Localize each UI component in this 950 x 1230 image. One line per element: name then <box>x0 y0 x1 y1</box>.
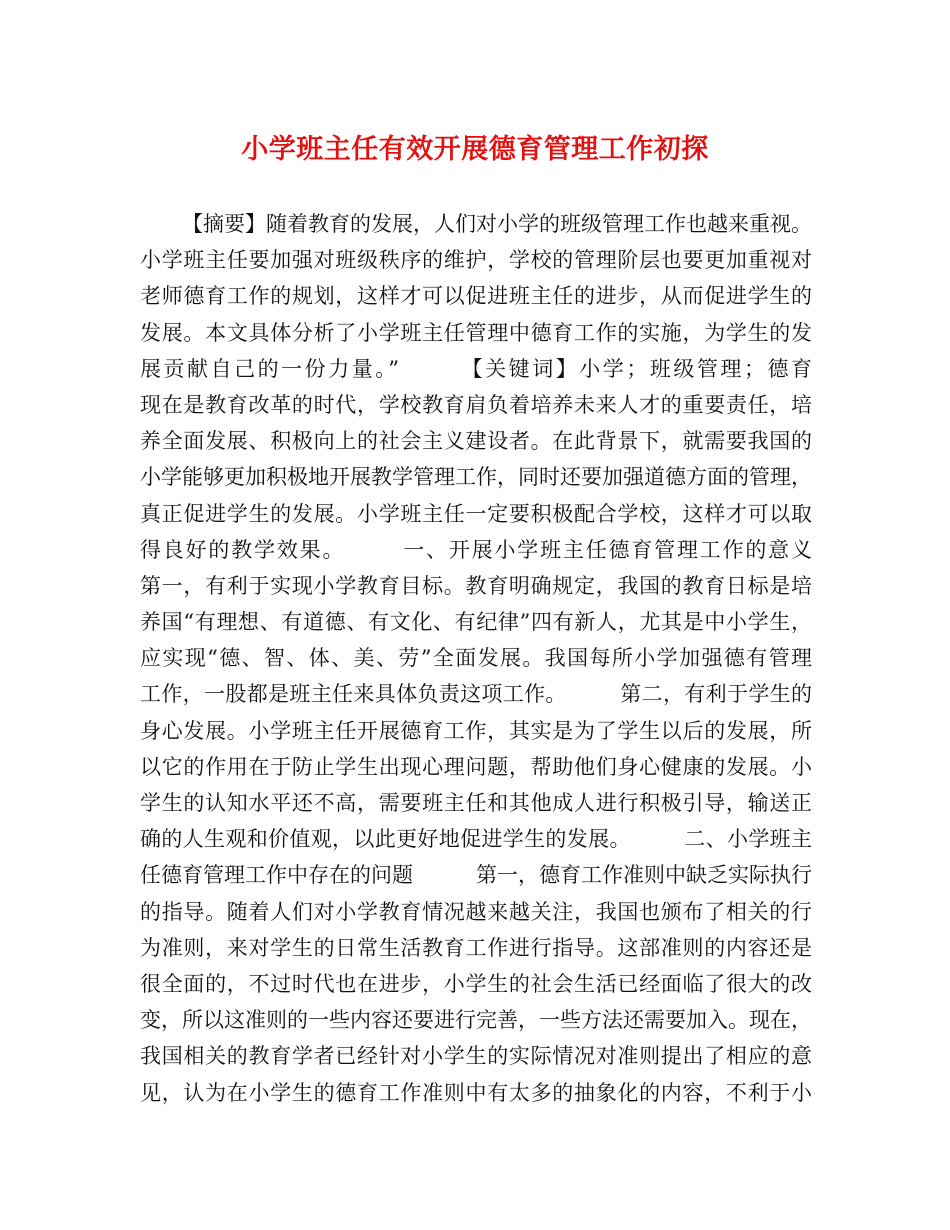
paragraph-line: 身心发展。小学班主任开展德育工作，其实是为了学生以后的发展，所 <box>140 718 812 743</box>
paragraph-line: 任德育管理工作中存在的问题 第一，德育工作准则中缺乏实际执行 <box>140 863 812 888</box>
paragraph-line: 很全面的，不过时代也在进步，小学生的社会生活已经面临了很大的改 <box>140 971 812 996</box>
paragraph-line: 学生的认知水平还不高，需要班主任和其他成人进行积极引导，输送正 <box>140 791 812 815</box>
paragraph-line: 以它的作用在于防止学生出现心理问题，帮助他们身心健康的发展。小 <box>140 754 812 779</box>
paragraph-line: 现在是教育改革的时代，学校教育肩负着培养未来人才的重要责任，培 <box>140 392 812 417</box>
document-title: 小学班主任有效开展德育管理工作初探 <box>241 134 709 165</box>
paragraph-line: 第一，有利于实现小学教育目标。教育明确规定，我国的教育日标是培 <box>140 573 812 598</box>
paragraph-line: 得良好的教学效果。 一、开展小学班主任德育管理工作的意义 <box>140 537 812 562</box>
paragraph-line: 【摘要】随着教育的发展，人们对小学的班级管理工作也越来重视。 <box>182 212 812 236</box>
paragraph-line: 应实现“德、智、体、美、劳”全面发展。我国每所小学加强德有管理 <box>140 646 812 671</box>
paragraph-line: 养全面发展、积极向上的社会主义建设者。在此背景下，就需要我国的 <box>140 429 812 454</box>
paragraph-line: 我国相关的教育学者已经针对小学生的实际情况对准则提出了相应的意 <box>140 1044 812 1069</box>
paragraph-line: 养国“有理想、有道德、有文化、有纪律”四有新人，尤其是中小学生， <box>140 610 812 635</box>
paragraph-line: 真正促进学生的发展。小学班主任一定要积极配合学校，这样才可以取 <box>140 501 812 526</box>
paragraph-line: 展贡献自己的一份力量。” 【关键词】小学；班级管理；德育 <box>140 356 812 381</box>
paragraph-line: 发展。本文具体分析了小学班主任管理中德育工作的实施，为学生的发 <box>140 320 812 345</box>
document-body <box>140 206 812 1111</box>
paragraph-line: 老师德育工作的规划，这样才可以促进班主任的进步，从而促进学生的 <box>140 284 812 309</box>
paragraph-line: 确的人生观和价值观，以此更好地促进学生的发展。 二、小学班主 <box>140 827 812 852</box>
paragraph-line: 小学能够更加积极地开展教学管理工作，同时还要加强道德方面的管理， <box>140 465 812 490</box>
paragraph-line: 的指导。随着人们对小学教育情况越来越关注，我国也颁布了相关的行 <box>140 899 812 924</box>
paragraph-line: 工作，一股都是班主任来具体负责这项工作。 第二，有利于学生的 <box>140 682 812 707</box>
paragraph-line: 见，认为在小学生的德育工作准则中有太多的抽象化的内容，不利于小 <box>140 1080 812 1105</box>
paragraph-line: 为准则，来对学生的日常生活教育工作进行指导。这部准则的内容还是 <box>140 935 812 960</box>
paragraph-line: 变，所以这准则的一些内容还要进行完善，一些方法还需要加入。现在， <box>140 1008 812 1033</box>
paragraph-line: 小学班主任要加强对班级秩序的维护，学校的管理阶层也要更加重视对 <box>140 248 812 273</box>
